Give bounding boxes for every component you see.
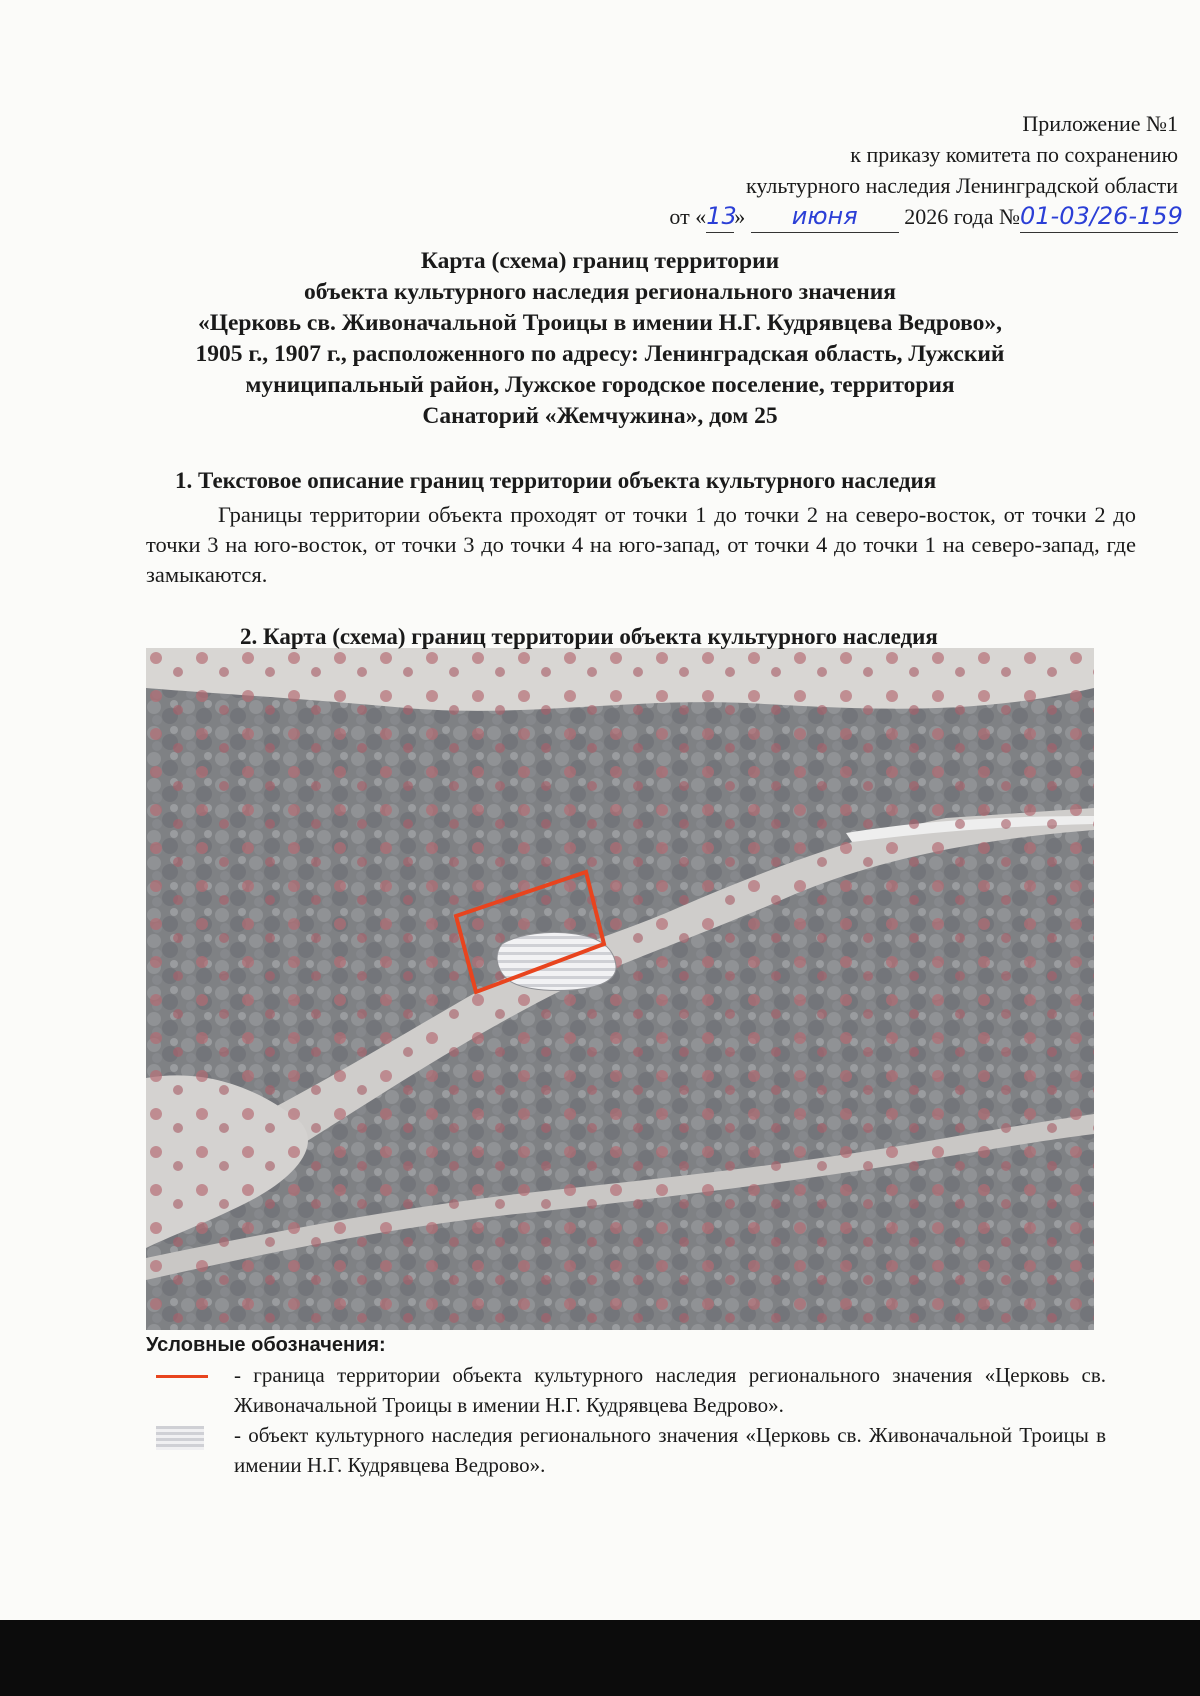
aerial-map [146,648,1094,1330]
appendix-title: Приложение №1 [1022,111,1178,136]
red-line-icon [156,1375,208,1378]
legend-item-object [146,1420,1106,1480]
appendix-header [669,108,1183,233]
section-1-heading: 1. Текстовое описание границ территории объекта культурного наследия [175,468,937,493]
legend-heading: Условные обозначения: [146,1334,386,1356]
appendix-line-3: культурного наследия Ленинградской области [746,173,1178,198]
scan-border [0,1620,1200,1696]
title-line-3: «Церковь св. Живоначальной Троицы в имении Н.Г. Кудрявцева Ведрово», [197,310,1003,336]
handwritten-month: июня [751,201,899,233]
section-2-heading: 2. Карта (схема) границ территории объекта культурного наследия [240,624,938,649]
title-line-2: объекта культурного наследия регионального значения [303,279,897,305]
title-line-5: муниципальный район, Лужское городское поселение, территория [245,372,955,398]
legend-text-boundary: - граница территории объекта культурного наследия регионального значения «Церковь св. Живоначальной Троицы в имении Н.Г. Кудрявцева Ведрово». [234,1363,1106,1417]
legend-text-object: - объект культурного наследия регионального значения «Церковь св. Живоначальной Троицы в имении Н.Г. Кудрявцева Ведрово». [234,1423,1106,1477]
red-trees [146,648,1094,1330]
title-line-6: Санаторий «Жемчужина», дом 25 [422,403,778,429]
appendix-line-2: к приказу комитета по сохранению [850,142,1178,167]
handwritten-order-number: 01-03/26-159 [1020,201,1178,233]
date-prefix: от « [669,204,707,229]
title-line-4: 1905 г., 1907 г., расположенного по адресу: Ленинградская область, Лужский [195,341,1005,367]
legend-item-boundary [146,1360,1106,1420]
document-title [80,246,1120,432]
year-text: 2026 года № [904,204,1020,229]
section-1-text: Границы территории объекта проходят от точки 1 до точки 2 на северо-восток, от точки 2 до точки 3 на юго-восток, от точки 3 до точки 4 на юго-запад, от точки 4 до точки 1 на северо-запад, где замыкаются. [146,502,1136,587]
title-line-1: Карта (схема) границ территории [420,248,780,274]
gray-hatch-icon [156,1426,204,1450]
handwritten-day: 13 [706,201,734,233]
appendix-date-line [669,201,1183,233]
date-mid: » [734,204,746,229]
